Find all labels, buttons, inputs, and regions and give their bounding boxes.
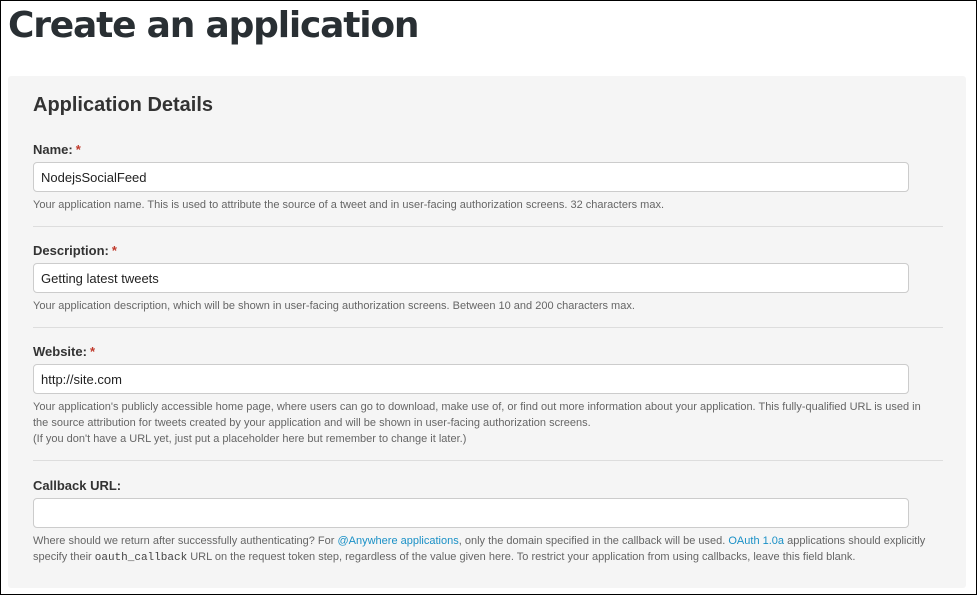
name-input[interactable]: NodejsSocialFeed <box>33 162 909 192</box>
name-label-text: Name: <box>33 142 73 157</box>
callback-help-part: Where should we return after successfully authenticating? For <box>33 535 338 547</box>
application-details-panel <box>8 76 966 588</box>
name-help-text: Your application name. This is used to attribute the source of a tweet and in user-facing authorization screens. 32 characters max. <box>33 199 665 211</box>
website-label-text: Website: <box>33 344 87 359</box>
anywhere-applications-link[interactable]: @Anywhere applications <box>337 535 459 547</box>
page-title: Create an application <box>8 5 419 46</box>
name-field-group <box>33 142 943 213</box>
website-help-line: Your application's publicly accessible home page, where users can go to download, make use of, or find out more information about your application. This fully-qualified URL is used in the source attribution for tweets created by your application and will be shown in user-facing authorization screens. <box>33 401 921 429</box>
description-label <box>33 243 943 259</box>
callback-help-part: applications should explicitly specify their <box>33 535 926 563</box>
description-label-text: Description: <box>33 243 109 258</box>
callback-label-text: Callback URL: <box>33 478 122 493</box>
name-label <box>33 142 943 158</box>
description-field-group <box>33 243 943 314</box>
divider <box>33 327 943 328</box>
required-marker: * <box>75 142 81 157</box>
callback-label <box>33 478 943 494</box>
callback-url-input[interactable] <box>33 498 909 528</box>
divider <box>33 460 943 461</box>
callback-help-part: , only the domain specified in the callback will be used. <box>458 535 729 547</box>
required-marker: * <box>111 243 117 258</box>
description-input[interactable]: Getting latest tweets <box>33 263 909 293</box>
callback-help-part: URL on the request token step, regardless of the value given here. To restrict your application from using callbacks, leave this field blank. <box>187 551 856 563</box>
website-field-group <box>33 344 943 447</box>
divider <box>33 226 943 227</box>
description-help-text: Your application description, which will be shown in user-facing authorization screens. Between 10 and 200 characters max. <box>33 300 635 312</box>
website-label <box>33 344 943 360</box>
oauth-callback-code: oauth_callback <box>94 552 188 564</box>
oauth-link[interactable]: OAuth 1.0a <box>728 535 785 547</box>
section-title: Application Details <box>33 94 214 116</box>
website-input[interactable]: http://site.com <box>33 364 909 394</box>
required-marker: * <box>89 344 95 359</box>
callback-help-text <box>33 533 938 566</box>
website-help-note: (If you don't have a URL yet, just put a placeholder here but remember to change it later.) <box>33 433 467 445</box>
website-help-text <box>33 399 938 447</box>
callback-field-group <box>33 478 943 566</box>
